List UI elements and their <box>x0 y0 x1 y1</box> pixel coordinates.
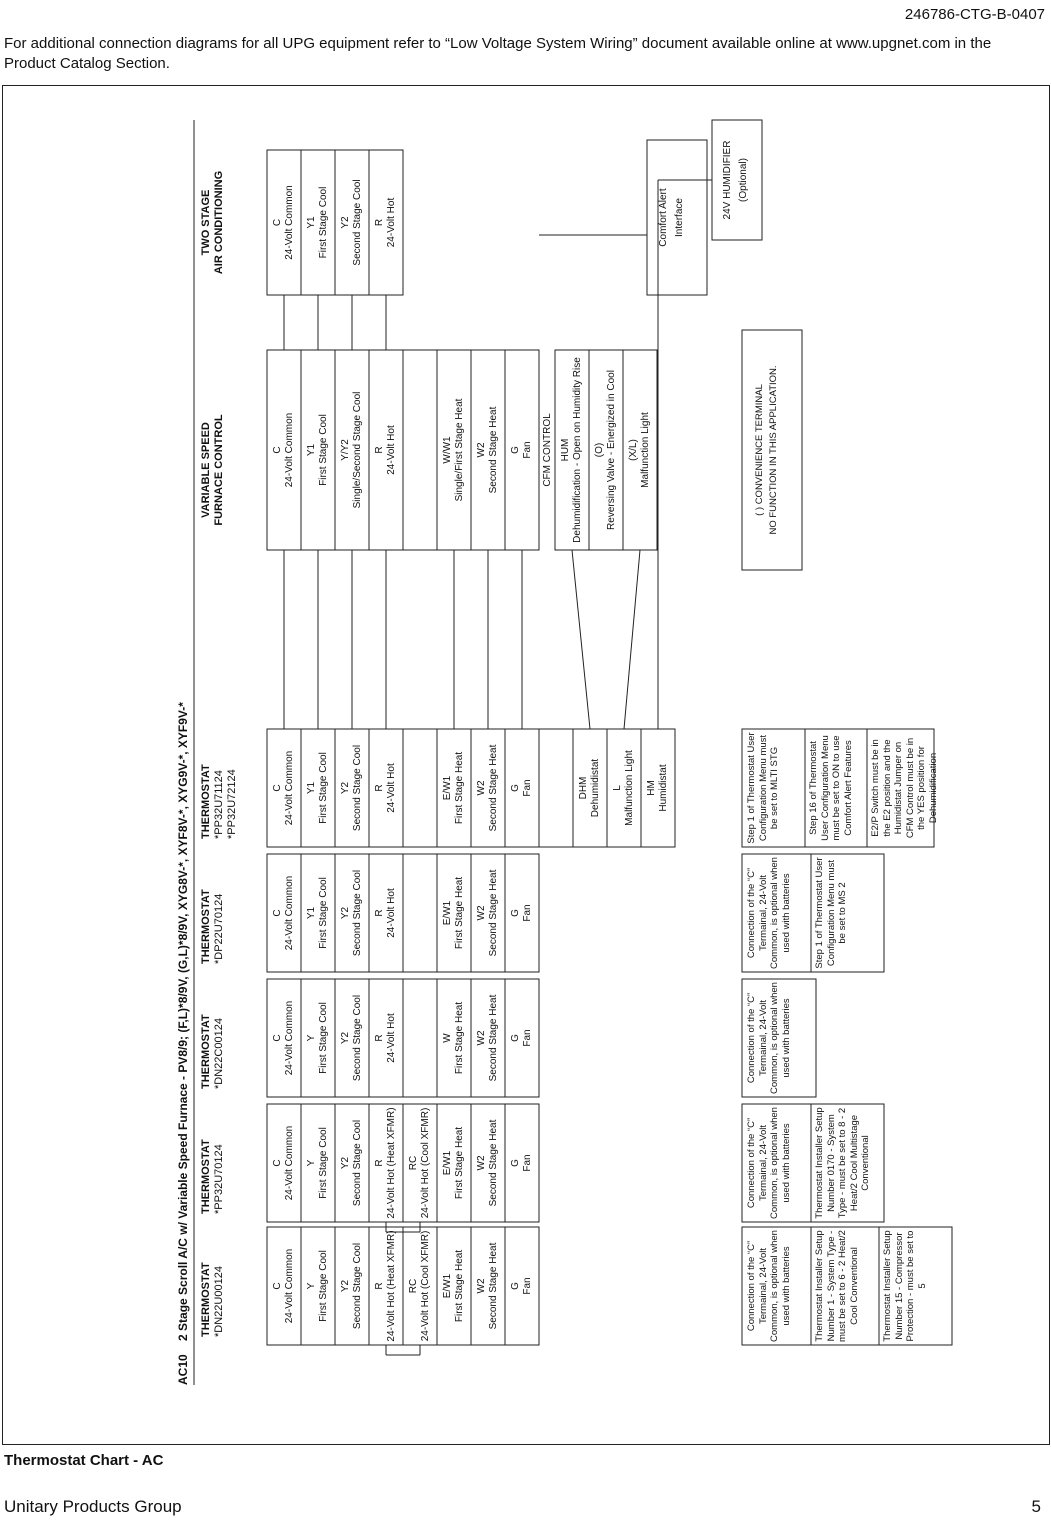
cfm-terminal <box>623 350 657 550</box>
installation-note: Step 16 of Thermostat User Configuration Menu must be set to ON to use Comfort Alert Features <box>808 735 854 841</box>
terminal-code: R <box>374 909 385 917</box>
terminal-description: Second Stage Heat <box>488 994 499 1082</box>
terminal-description: Second Stage Cool <box>352 179 363 266</box>
installation-note: Thermostat Installer Setup Number 1 - System Type - must be set to 6 - 2 Heat/2 Cool Conventional <box>814 1230 860 1342</box>
thermostat-terminal <box>437 729 471 847</box>
terminal-description: First Stage Cool <box>318 186 329 259</box>
thermostat-terminal <box>267 1104 301 1222</box>
thermostat-heading <box>200 846 226 964</box>
terminal-description: 24-Volt Hot <box>386 425 397 475</box>
ac-terminal <box>267 150 301 295</box>
terminal-description: First Stage Cool <box>318 1127 329 1199</box>
terminal-code: Y <box>306 1034 317 1042</box>
terminal-description: First Stage Cool <box>318 1002 329 1074</box>
terminal-code: (O) <box>594 442 605 458</box>
installation-note: E2/P Switch must be in the E2 position and the Humidistat Jumper on CFM Control must be in the YES position for Dehumidification <box>870 737 939 839</box>
terminal-code: W/W1 <box>442 436 453 464</box>
terminal-description: 24-Volt Hot (Cool XFMR) <box>420 1230 431 1342</box>
terminal-description: Second Stage Cool <box>352 1119 363 1207</box>
thermostat-terminal <box>471 1104 505 1222</box>
furnace-terminal <box>369 350 403 550</box>
terminal-description: Malfunction Light <box>640 412 651 488</box>
thermostat-terminal <box>335 1227 369 1345</box>
terminal-code: E/W1 <box>442 900 453 926</box>
terminal-description: First Stage Heat <box>454 1126 465 1200</box>
thermostat-label: THERMOSTAT <box>200 764 212 839</box>
thermostat-terminal <box>471 979 505 1097</box>
thermostat-terminal <box>471 1227 505 1345</box>
terminal-code: L <box>612 785 623 791</box>
installation-note: Connection of the “C” Termainal, 24-Volt Common, is optional when used with batteries <box>746 1230 792 1342</box>
terminal-description: 24-Volt Hot (Heat XFMR) <box>386 1230 397 1342</box>
thermostat-terminal <box>267 854 301 972</box>
terminal-code: G <box>510 784 521 792</box>
comfort-alert-label: Interface <box>674 198 685 237</box>
terminal-code: Y <box>306 1282 317 1290</box>
terminal-code: Y1 <box>306 443 317 457</box>
terminal-code: E/W1 <box>442 1273 453 1299</box>
thermostat-terminal <box>403 1227 437 1345</box>
terminal-code: G <box>510 909 521 917</box>
thermostat-terminal <box>267 729 301 847</box>
terminal-code: C <box>272 1034 283 1042</box>
cfm-terminal <box>555 350 589 550</box>
terminal-description: 24-Volt Hot <box>386 888 397 938</box>
terminal-description: First Stage Heat <box>454 876 465 950</box>
terminal-code: Y2 <box>340 781 351 795</box>
thermostat-terminal <box>505 1104 539 1222</box>
terminal-description: Second Stage Cool <box>352 994 363 1082</box>
terminal-code: C <box>272 218 283 227</box>
terminal-description: 24-Volt Common <box>284 875 295 951</box>
cfm-terminal <box>589 350 623 550</box>
terminal-description: First Stage Heat <box>454 751 465 825</box>
thermostat-terminal <box>471 729 505 847</box>
thermostat-terminal <box>471 854 505 972</box>
terminal-description: 24-Volt Hot <box>386 197 397 248</box>
terminal-code: R <box>374 446 385 454</box>
convenience-note: ( ) CONVENIENCE TERMINAL <box>754 384 765 516</box>
terminal-code: E/W1 <box>442 775 453 801</box>
thermostat-heading <box>200 721 239 839</box>
intro-text: For additional connection diagrams for all UPG equipment refer to “Low Voltage System Wiring” document available online at www.upgnet.com in the Product Catalog Section. <box>4 35 992 72</box>
ac-heading-line: TWO STAGE <box>200 189 212 256</box>
terminal-code: Y2 <box>340 216 351 229</box>
diagram-code: AC10 <box>176 1354 190 1385</box>
thermostat-terminal <box>267 979 301 1097</box>
ac-terminal <box>335 150 369 295</box>
terminal-code: G <box>510 446 521 454</box>
terminal-code: RC <box>408 1155 419 1171</box>
terminal-code: R <box>374 218 385 227</box>
terminal-code: Y/Y2 <box>340 439 351 461</box>
terminal-code: W2 <box>476 1155 487 1171</box>
thermostat-heading <box>200 1219 226 1337</box>
thermostat-terminal <box>369 729 403 847</box>
terminal-description: 24-Volt Common <box>284 412 295 488</box>
terminal-code: G <box>510 1282 521 1290</box>
terminal-description: Dehumidification - Open on Humidity Rise <box>572 357 583 543</box>
thermostat-model: *DP22U70124 <box>213 893 225 964</box>
terminal-description: Single/First Stage Heat <box>454 398 465 502</box>
terminal-code: DHM <box>578 776 589 800</box>
terminal-code: Y2 <box>340 1031 351 1045</box>
terminal-description: Second Stage Heat <box>488 1119 499 1207</box>
rotated-wiring-chart <box>172 120 1032 1385</box>
terminal-code: Y <box>306 1159 317 1167</box>
ac-terminal <box>301 150 335 295</box>
terminal-description: 24-Volt Common <box>284 1248 295 1324</box>
comfort-alert-label: Comfort Alert <box>658 188 669 247</box>
installation-note: Thermostat Installer Setup Number 15 - Compressor Protection - must be set to 5 <box>882 1230 928 1342</box>
thermostat-terminal <box>301 1227 335 1345</box>
wire <box>572 550 590 729</box>
terminal-code: C <box>272 1159 283 1167</box>
thermostat-terminal <box>403 1104 437 1222</box>
thermostat-terminal <box>437 854 471 972</box>
terminal-description: First Stage Cool <box>318 877 329 949</box>
thermostat-terminal <box>335 854 369 972</box>
thermostat-model: *DN22U00124 <box>213 1266 225 1337</box>
furnace-heading-line: VARIABLE SPEED <box>200 422 212 518</box>
terminal-description: Second Stage Cool <box>352 1242 363 1330</box>
terminal-code: W2 <box>476 780 487 796</box>
thermostat-terminal <box>437 979 471 1097</box>
cfm-control-label: CFM CONTROL <box>542 413 553 487</box>
ac-heading <box>200 140 226 305</box>
ac-terminal <box>369 150 403 295</box>
terminal-description: First Stage Cool <box>318 1250 329 1322</box>
terminal-description: 24-Volt Hot (Heat XFMR) <box>386 1107 397 1219</box>
furnace-terminal <box>301 350 335 550</box>
terminal-code: W2 <box>476 1030 487 1046</box>
thermostat-heading <box>200 971 226 1089</box>
thermostat-terminal <box>641 729 675 847</box>
terminal-code: R <box>374 1159 385 1167</box>
thermostat-terminal <box>573 729 607 847</box>
terminal-description: Single/Second Stage Cool <box>352 391 363 509</box>
thermostat-terminal <box>505 729 539 847</box>
thermostat-model: *PP32U70124 <box>213 1144 225 1214</box>
humidifier-label: (Optional) <box>738 158 749 202</box>
terminal-code: Y1 <box>306 906 317 920</box>
terminal-code: W2 <box>476 442 487 458</box>
terminal-description: 24-Volt Hot <box>386 1013 397 1063</box>
thermostat-terminal <box>301 979 335 1097</box>
terminal-description: 24-Volt Common <box>284 750 295 826</box>
terminal-code: G <box>510 1034 521 1042</box>
furnace-terminal <box>471 350 505 550</box>
wire <box>624 550 640 729</box>
terminal-description: Dehumidistat <box>590 758 601 818</box>
thermostat-terminal <box>369 1104 403 1222</box>
terminal-code: Y2 <box>340 906 351 920</box>
thermostat-terminal <box>369 1227 403 1345</box>
thermostat-terminal <box>301 729 335 847</box>
terminal-description: 24-Volt Hot <box>386 763 397 813</box>
terminal-code: E/W1 <box>442 1150 453 1176</box>
terminal-description: First Stage Heat <box>454 1001 465 1075</box>
terminal-description: 24-Volt Common <box>284 185 295 260</box>
diagram-title-text: 2 Stage Scroll A/C w/ Variable Speed Furnace - PV8/9; (F,L)*8/9V, (G,L)*8/9V, XYG8V-*, XYF8V-*, XYG9V-*, XYF9V-* <box>176 702 190 1341</box>
thermostat-heading <box>200 1096 226 1214</box>
footer-company: Unitary Products Group <box>4 1497 182 1516</box>
terminal-description: Fan <box>522 1029 533 1047</box>
thermostat-terminal <box>369 979 403 1097</box>
terminal-code: Y2 <box>340 1156 351 1170</box>
thermostat-terminal <box>369 854 403 972</box>
terminal-code: R <box>374 1034 385 1042</box>
terminal-description: Fan <box>522 1277 533 1295</box>
terminal-code: Y1 <box>306 781 317 795</box>
thermostat-terminal <box>505 854 539 972</box>
terminal-code: C <box>272 909 283 917</box>
terminal-code: C <box>272 784 283 792</box>
terminal-description: Malfunction Light <box>624 750 635 826</box>
furnace-terminal <box>505 350 539 550</box>
page-number: 5 <box>1031 1497 1041 1516</box>
terminal-description: Humidistat <box>658 764 669 812</box>
terminal-description: Second Stage Cool <box>352 869 363 957</box>
furnace-heading-line: FURNACE CONTROL <box>213 414 225 526</box>
terminal-description: Fan <box>522 904 533 922</box>
terminal-description: First Stage Cool <box>318 752 329 824</box>
chart-caption: Thermostat Chart - AC <box>4 1452 164 1469</box>
terminal-description: 24-Volt Common <box>284 1125 295 1201</box>
terminal-code: C <box>272 1282 283 1290</box>
terminal-code: Y1 <box>306 216 317 229</box>
ac-heading-line: AIR CONDITIONING <box>213 170 225 275</box>
terminal-code: RC <box>408 1278 419 1294</box>
thermostat-terminal <box>437 1227 471 1345</box>
thermostat-terminal <box>335 729 369 847</box>
terminal-code: Y2 <box>340 1279 351 1293</box>
terminal-description: 24-Volt Common <box>284 1000 295 1076</box>
installation-note: Step 1 of Thermostat User Configuration Menu must be set to MLTI STG <box>746 732 780 844</box>
thermostat-terminal <box>335 979 369 1097</box>
thermostat-model: *PP32U71124 <box>213 770 225 839</box>
terminal-code: R <box>374 1282 385 1290</box>
thermostat-terminal <box>301 1104 335 1222</box>
terminal-code: R <box>374 784 385 792</box>
terminal-description: Fan <box>522 779 533 797</box>
thermostat-label: THERMOSTAT <box>200 1139 212 1214</box>
thermostat-terminal <box>335 1104 369 1222</box>
terminal-description: Second Stage Heat <box>488 406 499 494</box>
document-number: 246786-CTG-B-0407 <box>904 6 1045 23</box>
furnace-terminal <box>267 350 301 550</box>
terminal-code: G <box>510 1159 521 1167</box>
terminal-description: Second Stage Cool <box>352 744 363 832</box>
terminal-code: C <box>272 446 283 454</box>
terminal-code: W2 <box>476 1278 487 1294</box>
thermostat-terminal <box>301 854 335 972</box>
furnace-heading <box>200 370 226 570</box>
thermostat-terminal <box>505 1227 539 1345</box>
thermostat-terminal <box>267 1227 301 1345</box>
terminal-description: Reversing Valve - Energized in Cool <box>606 370 617 530</box>
diagram-title <box>176 702 190 1385</box>
terminal-description: 24-Volt Hot (Cool XFMR) <box>420 1107 431 1219</box>
installation-note: Connection of the “C” Termainal, 24-Volt Common, is optional when used with batteries <box>746 1107 792 1219</box>
terminal-code: W2 <box>476 905 487 921</box>
terminal-description: Fan <box>522 441 533 459</box>
humidifier-label: 24V HUMIDIFIER <box>722 140 733 220</box>
terminal-description: Second Stage Heat <box>488 1242 499 1330</box>
installation-note: Connection of the “C” Termainal, 24-Volt Common, is optional when used with batteries <box>746 857 792 969</box>
installation-note: Step 1 of Thermostat User Configuration Menu must be set to MS 2 <box>814 857 848 969</box>
terminal-description: Second Stage Heat <box>488 869 499 957</box>
terminal-code: HUM <box>560 438 571 462</box>
thermostat-terminal <box>437 1104 471 1222</box>
terminal-code: W <box>442 1033 453 1043</box>
terminal-description: First Stage Heat <box>454 1249 465 1323</box>
terminal-description: Fan <box>522 1154 533 1172</box>
furnace-terminal <box>335 350 369 550</box>
thermostat-label: THERMOSTAT <box>200 889 212 964</box>
thermostat-model-alt: *PP32U72124 <box>226 769 238 839</box>
thermostat-terminal <box>505 979 539 1097</box>
installation-note: Connection of the “C” Termainal, 24-Volt Common, is optional when used with batteries <box>746 982 792 1094</box>
thermostat-label: THERMOSTAT <box>200 1262 212 1337</box>
thermostat-terminal <box>607 729 641 847</box>
terminal-code: HM <box>646 780 657 796</box>
terminal-description: First Stage Cool <box>318 414 329 486</box>
terminal-description: Second Stage Heat <box>488 744 499 832</box>
installation-note: Thermostat Installer Setup Number 0170 - System Type - must be set to 8 - 2 Heat/2 Cool Multistage Conventional <box>814 1107 871 1219</box>
thermostat-model: *DN22C00124 <box>213 1018 225 1089</box>
furnace-terminal <box>437 350 471 550</box>
thermostat-label: THERMOSTAT <box>200 1014 212 1089</box>
terminal-code: (X/L) <box>628 439 639 461</box>
convenience-note: NO FUNCTION IN THIS APPLICATION. <box>768 365 779 535</box>
